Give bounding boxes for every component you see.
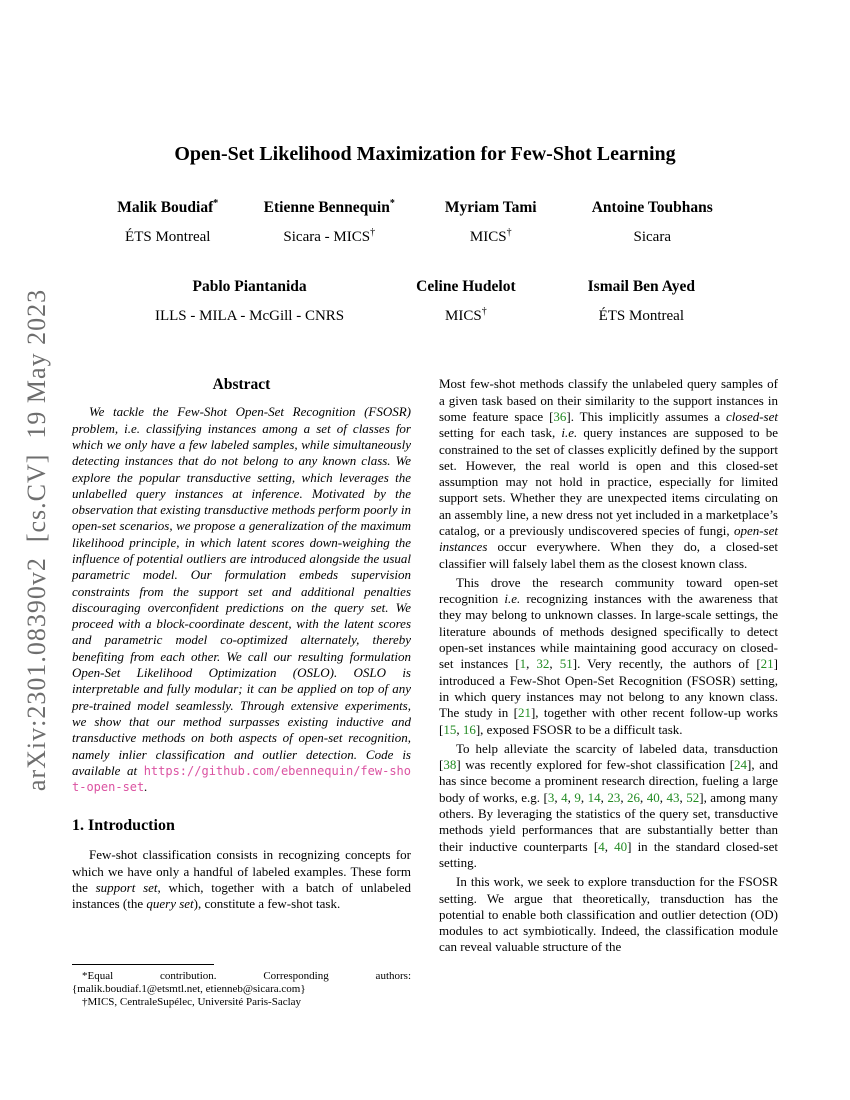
text-segment: , bbox=[526, 656, 537, 672]
footnote-rule bbox=[72, 964, 214, 965]
author-name-text: Etienne Bennequin bbox=[263, 199, 390, 217]
authors-row-1 bbox=[72, 194, 778, 247]
left-column bbox=[72, 376, 411, 1008]
author-malik-boudiaf bbox=[87, 194, 249, 247]
text-segment: i.e. bbox=[561, 425, 578, 441]
text-segment: This drove the research community toward open-set recognition bbox=[439, 574, 778, 607]
abstract-text bbox=[72, 404, 411, 795]
citation-link[interactable]: 14 bbox=[587, 789, 601, 805]
text-segment: closed-set bbox=[726, 408, 778, 424]
body-paragraph-1 bbox=[439, 376, 778, 572]
text-segment: ] introduced a Few-Shot Open-Set Recognition (FSOSR) setting, in which query instances may not belong to any known class. The study in [ bbox=[439, 656, 778, 721]
text-segment: support set bbox=[95, 880, 158, 896]
text-segment: ]. This implicitly assumes a bbox=[566, 408, 727, 424]
text-segment: , bbox=[620, 789, 628, 805]
author-myriam-tami bbox=[410, 194, 572, 247]
text-segment: occur everywhere. When they do, a closed-set classifier will falsely label them as the closest known class. bbox=[439, 539, 778, 571]
citation-link[interactable]: 21 bbox=[760, 656, 774, 672]
author-ismail-ben-ayed bbox=[588, 273, 695, 326]
text-segment: . bbox=[144, 779, 148, 795]
text-segment: , bbox=[600, 789, 608, 805]
author-affiliation bbox=[410, 223, 572, 247]
text-segment: ] was recently explored for few-shot classification [ bbox=[456, 757, 735, 773]
text-segment: ), constitute a few-shot task. bbox=[193, 896, 341, 912]
text-segment: ]. Very recently, the authors of [ bbox=[572, 656, 761, 672]
author-name-text: Malik Boudiaf bbox=[117, 199, 214, 217]
author-name-marker: * bbox=[213, 198, 219, 209]
body-paragraph-2 bbox=[439, 575, 778, 738]
author-name bbox=[410, 194, 572, 217]
text-segment: open-set instances bbox=[439, 522, 778, 555]
author-pablo-piantanida bbox=[155, 273, 344, 326]
author-name bbox=[155, 273, 344, 296]
author-name-text: Antoine Toubhans bbox=[591, 199, 713, 217]
author-name-text: Myriam Tami bbox=[444, 199, 537, 217]
text-segment: , bbox=[659, 789, 667, 805]
author-name bbox=[588, 273, 695, 296]
citation-link[interactable]: 43 bbox=[666, 789, 680, 805]
body-paragraph-3 bbox=[439, 741, 778, 871]
text-segment: , bbox=[554, 789, 562, 805]
citation-link[interactable]: 36 bbox=[553, 408, 567, 424]
author-name-marker: * bbox=[389, 198, 395, 209]
author-name bbox=[249, 194, 411, 217]
author-celine-hudelot bbox=[416, 273, 515, 326]
text-segment: , bbox=[679, 789, 687, 805]
author-name bbox=[87, 194, 249, 217]
text-segment: query instances are supposed to be constrained to the set of classes explicitly defined by the support set. However, the real world is open and this closed-set assumption may not hold in practice, especially for limited support sets. Whether they are unexpected items circulating on an assembly line, a new dress not yet included in a marketplace’s catalog, or a previously undiscovered species of fungi, bbox=[439, 425, 779, 538]
author-affiliation-marker: † bbox=[481, 306, 487, 318]
author-affiliation-text: MICS bbox=[445, 308, 482, 325]
citation-link[interactable]: 4 bbox=[561, 789, 568, 805]
text-segment: setting for each task, bbox=[439, 425, 562, 441]
text-segment: , bbox=[604, 838, 615, 854]
citation-link[interactable]: 26 bbox=[627, 789, 641, 805]
text-segment: Few-shot classification consists in recognizing concepts for which we have only a handful of labeled examples. These form the bbox=[72, 847, 411, 896]
text-segment: ], together with other recent follow-up works [ bbox=[439, 705, 778, 737]
author-name bbox=[572, 194, 734, 217]
author-affiliation-text: Sicara bbox=[633, 229, 671, 246]
author-name-text: Pablo Piantanida bbox=[192, 278, 307, 296]
code-url-link[interactable]: https://github.com/ebennequin/few-shot-open-set bbox=[72, 763, 411, 795]
author-affiliation-text: ILLS - MILA - McGill - CNRS bbox=[154, 308, 345, 325]
text-segment: ] in the standard closed-set setting. bbox=[439, 838, 778, 870]
author-affiliation-text: ÉTS Montreal bbox=[598, 308, 685, 325]
footnote-mics-affiliation: †MICS, CentraleSupélec, Université Paris-Saclay bbox=[82, 995, 302, 1008]
text-segment: , bbox=[580, 789, 588, 805]
citation-link[interactable]: 32 bbox=[536, 656, 550, 672]
author-affiliation bbox=[588, 302, 695, 326]
text-segment: query set bbox=[146, 896, 194, 912]
author-affiliation bbox=[572, 223, 734, 247]
author-etienne-bennequin bbox=[249, 194, 411, 247]
text-segment: In this work, we seek to explore transduction for the FSOSR setting. We argue that theoretically, transduction has the potential to enable both classification and outlier detection (OD) modules to act symbiotically. Indeed, the classification module can reveal valuable structure of the bbox=[439, 874, 778, 955]
citation-link[interactable]: 4 bbox=[598, 838, 605, 854]
section-heading-introduction: 1. Introduction bbox=[72, 817, 175, 835]
body-paragraph-4 bbox=[439, 874, 778, 955]
text-segment: , bbox=[640, 789, 647, 805]
citation-link[interactable]: 15 bbox=[443, 721, 457, 737]
author-name bbox=[416, 273, 515, 296]
citation-link[interactable]: 24 bbox=[734, 757, 748, 773]
author-affiliation-text: Sicara - MICS bbox=[283, 229, 371, 246]
text-segment: , bbox=[456, 721, 463, 737]
citation-link[interactable]: 1 bbox=[519, 656, 527, 672]
right-column bbox=[439, 376, 778, 1008]
arxiv-watermark: arXiv:2301.08390v2 [cs.CV] 19 May 2023 bbox=[22, 288, 51, 792]
citation-link[interactable]: 52 bbox=[686, 789, 700, 805]
author-affiliation bbox=[87, 223, 249, 247]
text-segment: ], and has since become a prominent research direction, fueling a large body of works, e.g. [ bbox=[439, 757, 779, 805]
author-affiliation bbox=[249, 223, 411, 247]
citation-link[interactable]: 40 bbox=[614, 838, 628, 854]
author-affiliation-marker: † bbox=[370, 227, 376, 239]
text-segment: Most few-shot methods classify the unlabeled query samples of a given task based on their similarity to the support instances in some feature space [ bbox=[439, 376, 778, 424]
text-segment: We tackle the Few-Shot Open-Set Recognition (FSOSR) problem, i.e. classifying instances among a set of classes for which we only have a few labeled samples, while simultaneously detecting instances that do not belong to any known class. We explore the popular transductive setting, which leverages the unlabelled query instances at inference. Motivated by the observation that existing transductive methods perform poorly in open-set scenarios, we propose a generalization of the maximum likelihood principle, in which latent scores down-weighing the influence of potential outliers are introduced alongside the usual parametric model. Our formulation embeds supervision constraints from the support set and additional penalties discouraging overconfident predictions on the query set. We proceed with a block-coordinate descent, with the latent scores and parametric model co-optimized alternately, thereby benefiting from each other. We call our resulting formulation Open-Set Likelihood Optimization (OSLO). OSLO is interpretable and fully modular; it can be applied on top of any pre-trained model seamlessly. Through extensive experiments, we show that our method surpasses existing inductive and transductive methods on both aspects of open-set recognition, namely inlier classification and outlier detection. Code is available at bbox=[72, 404, 411, 778]
text-segment: i.e. bbox=[504, 591, 521, 607]
author-name-text: Celine Hudelot bbox=[416, 278, 516, 296]
two-column-body bbox=[72, 376, 778, 1008]
text-segment: , bbox=[549, 656, 560, 672]
text-segment: To help alleviate the scarcity of labeled data, transduction [ bbox=[439, 740, 778, 773]
introduction-paragraph bbox=[72, 847, 411, 912]
text-segment: , which, together with a batch of unlabeled instances (the bbox=[72, 880, 411, 912]
citation-link[interactable]: 51 bbox=[559, 656, 573, 672]
paper-content bbox=[72, 0, 778, 1008]
author-affiliation bbox=[416, 302, 515, 326]
author-affiliation-marker: † bbox=[506, 227, 512, 239]
text-segment: recognizing instances with the awareness that they may belong to unknown classes. In large-scale settings, the literature abounds of methods designed specifically to detect open-set instances while maintaining good accuracy on closed-set instances [ bbox=[439, 591, 778, 672]
text-segment: , bbox=[567, 789, 575, 805]
author-name-text: Ismail Ben Ayed bbox=[587, 278, 695, 296]
author-antoine-toubhans bbox=[572, 194, 734, 247]
citation-link[interactable]: 21 bbox=[517, 705, 531, 721]
author-affiliation-text: MICS bbox=[469, 229, 507, 246]
author-affiliation-text: ÉTS Montreal bbox=[125, 229, 211, 246]
citation-link[interactable]: 23 bbox=[607, 789, 621, 805]
text-segment: ], among many others. By leveraging the statistics of the query set, transductive methods yield performances that are substantially better than their inductive counterparts [ bbox=[439, 789, 779, 854]
paper-title: Open-Set Likelihood Maximization for Few-Shot Learning bbox=[174, 143, 676, 165]
citation-link[interactable]: 9 bbox=[574, 789, 581, 805]
text-segment: ], exposed FSOSR to be a difficult task. bbox=[475, 721, 683, 737]
abstract-heading: Abstract bbox=[212, 376, 271, 394]
citation-link[interactable]: 40 bbox=[646, 789, 660, 805]
footnote-equal-contribution: *Equal contribution. Corresponding authors: {malik.boudiaf.1@etsmtl.net, etienneb@sicara.com} bbox=[72, 969, 411, 995]
citation-link[interactable]: 16 bbox=[462, 721, 476, 737]
authors-row-2 bbox=[72, 273, 778, 326]
footnotes bbox=[72, 964, 411, 1008]
citation-link[interactable]: 3 bbox=[547, 789, 555, 805]
citation-link[interactable]: 38 bbox=[443, 757, 457, 773]
author-affiliation bbox=[155, 302, 344, 326]
